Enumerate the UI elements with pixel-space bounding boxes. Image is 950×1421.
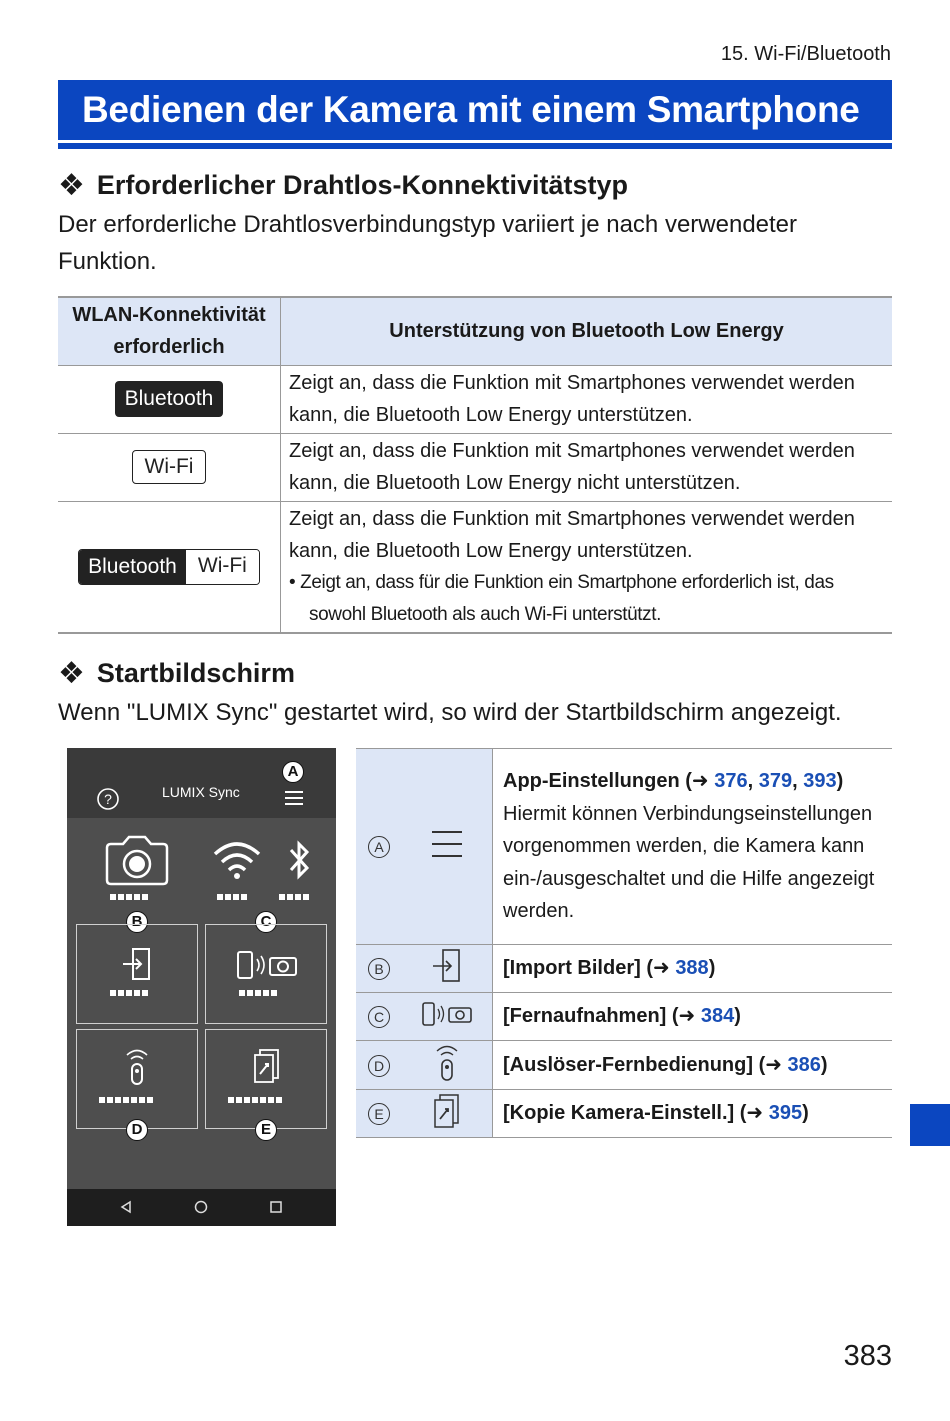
section-intro: Der erforderliche Drahtlosverbindungstyp variiert je nach verwendeter Funktion.: [58, 211, 798, 275]
page-link[interactable]: 386: [787, 1053, 821, 1076]
feature-description: [Import Bilder] (➜ 388): [493, 945, 893, 993]
marker-a: A: [282, 761, 304, 783]
feature-table: [356, 748, 892, 1138]
marker-c: C: [255, 911, 277, 933]
section-heading-text: Startbildschirm: [96, 658, 295, 688]
feature-detail: Hiermit können Verbindungseinstellungen vorgenommen werden, die Kamera kann ein-/ausgeschaltet und die Hilfe angezeigt werden.: [503, 802, 875, 923]
icon-cell: [402, 993, 493, 1041]
marker-b: B: [126, 911, 148, 933]
page-number: 383: [843, 1340, 892, 1372]
page-link[interactable]: 393: [803, 770, 837, 793]
feature-description: [Auslöser-Fernbedienung] (➜ 386): [493, 1041, 893, 1090]
home-icon[interactable]: [194, 1200, 208, 1214]
wifi-badge: Wi-Fi: [186, 550, 259, 584]
table-row: [356, 749, 892, 945]
connectivity-table: [58, 296, 892, 634]
diamond-bullet-icon: ❖: [58, 656, 85, 690]
description-cell: Zeigt an, dass die Funktion mit Smartphones verwendet werden kann, die Bluetooth Low Energy unterstützen.: [281, 365, 893, 433]
wifi-status-label: [217, 894, 247, 900]
table-header-row: [58, 297, 892, 365]
chapter-label: 15. Wi-Fi/Bluetooth: [720, 43, 891, 65]
table-row: [58, 501, 892, 633]
feature-label: [Auslöser-Fernbedienung] (➜: [503, 1053, 788, 1076]
recents-icon[interactable]: [269, 1200, 283, 1214]
section-heading-connectivity: [58, 170, 628, 201]
remote-shooting-icon: [421, 1000, 473, 1028]
import-images-tile[interactable]: [76, 924, 198, 1024]
icon-cell: [402, 1090, 493, 1138]
app-name: LUMIX Sync: [162, 784, 240, 800]
badge-cell: [58, 501, 281, 633]
table-row: [356, 1090, 892, 1138]
android-nav-bar: [67, 1189, 336, 1226]
section-heading-home-screen: [58, 658, 295, 689]
copy-settings-icon: [252, 1048, 282, 1084]
marker-cell: [356, 1090, 402, 1138]
marker-d-label: D: [368, 1055, 390, 1077]
chapter-side-tab[interactable]: [910, 1104, 950, 1146]
feature-label: [Kopie Kamera-Einstell.] (➜: [503, 1102, 769, 1125]
page-link[interactable]: 384: [700, 1005, 735, 1028]
bullet-text: Zeigt an, dass für die Funktion ein Smartphone erforderlich ist, das sowohl Bluetooth als auch Wi-Fi unterstützt.: [300, 571, 834, 625]
marker-d: D: [126, 1119, 148, 1141]
bullet-note: • Zeigt an, dass für die Funktion ein Smartphone erforderlich ist, das sowohl Bluetooth als auch Wi-Fi unterstützt.: [289, 571, 834, 625]
column-header-wlan: WLAN-Konnektivität erforderlich: [58, 297, 281, 365]
description-text: Zeigt an, dass die Funktion mit Smartphones verwendet werden kann, die Bluetooth Low Energy unterstützen.: [289, 507, 855, 562]
back-icon[interactable]: [119, 1200, 133, 1214]
camera-status-label: [110, 894, 148, 900]
shutter-remote-icon: [123, 1046, 151, 1086]
feature-label: [Fernaufnahmen] (➜: [503, 1005, 701, 1028]
copy-settings-tile[interactable]: [205, 1029, 327, 1129]
bluetooth-badge: Bluetooth: [115, 381, 224, 417]
section-intro: Wenn "LUMIX Sync" gestartet wird, so wird der Startbildschirm angezeigt.: [58, 699, 842, 726]
marker-b-label: B: [368, 958, 390, 980]
column-header-bluetooth-le: Unterstützung von Bluetooth Low Energy: [281, 297, 893, 365]
marker-cell: [356, 945, 402, 993]
table-row: [356, 945, 892, 993]
phone-screen-illustration: [67, 748, 336, 1226]
marker-e-label: E: [368, 1103, 390, 1125]
help-icon: [96, 787, 120, 811]
svg-text:?: ?: [104, 791, 112, 807]
marker-e: E: [255, 1119, 277, 1141]
table-row: [356, 1041, 892, 1090]
marker-cell: [356, 993, 402, 1041]
bluetooth-wifi-badge: [78, 549, 260, 585]
page-link[interactable]: 376: [714, 770, 748, 793]
menu-icon: [430, 828, 464, 860]
bluetooth-badge: Bluetooth: [79, 550, 186, 584]
page-title: Bedienen der Kamera mit einem Smartphone: [58, 80, 892, 140]
feature-description: App-Einstellungen (➜ 376, 379, 393) Hiermit können Verbindungseinstellungen vorgenommen werden, die Kamera kann ein-/ausgeschaltet und die Hilfe angezeigt werden.: [493, 749, 893, 945]
description-cell: [281, 501, 893, 633]
remote-shooting-icon: [236, 949, 298, 981]
app-top-bar: [67, 748, 336, 818]
feature-description: [Kopie Kamera-Einstell.] (➜ 395): [493, 1090, 893, 1138]
icon-cell: [402, 1041, 493, 1090]
page-link[interactable]: 388: [675, 957, 709, 980]
page-link[interactable]: 395: [768, 1102, 803, 1125]
page-link[interactable]: 379: [758, 770, 793, 793]
table-row: [58, 433, 892, 501]
diamond-bullet-icon: ❖: [58, 168, 85, 202]
marker-c-label: C: [368, 1006, 390, 1028]
marker-cell: [356, 1041, 402, 1090]
camera-icon: [105, 834, 169, 888]
marker-cell: [356, 749, 402, 945]
table-row: [356, 993, 892, 1041]
badge-cell: [58, 433, 281, 501]
bluetooth-icon: [285, 838, 313, 882]
copy-settings-icon: [432, 1093, 462, 1129]
remote-shooting-tile[interactable]: [205, 924, 327, 1024]
badge-cell: [58, 365, 281, 433]
tile-label: [228, 1097, 282, 1103]
section-heading-text: Erforderlicher Drahtlos-Konnektivitätstyp: [96, 170, 629, 200]
marker-a-label: A: [368, 836, 390, 858]
icon-cell: [402, 749, 493, 945]
shutter-remote-tile[interactable]: [76, 1029, 198, 1129]
table-row: [58, 365, 892, 433]
tile-label: [99, 1097, 153, 1103]
feature-label: App-Einstellungen (➜: [503, 770, 715, 793]
import-icon: [121, 947, 153, 983]
wifi-icon: [212, 840, 262, 880]
tile-label: [239, 990, 277, 996]
menu-icon[interactable]: [284, 788, 304, 808]
feature-label: [Import Bilder] (➜: [503, 957, 676, 980]
tile-label: [110, 990, 148, 996]
icon-cell: [402, 945, 493, 993]
description-cell: Zeigt an, dass die Funktion mit Smartphones verwendet werden kann, die Bluetooth Low Energy nicht unterstützen.: [281, 433, 893, 501]
feature-description: [Fernaufnahmen] (➜ 384): [493, 993, 893, 1041]
import-icon: [431, 948, 463, 984]
wifi-badge: Wi-Fi: [132, 450, 207, 484]
bluetooth-status-label: [279, 894, 309, 900]
title-rule: [58, 143, 892, 149]
shutter-remote-icon: [433, 1042, 461, 1082]
